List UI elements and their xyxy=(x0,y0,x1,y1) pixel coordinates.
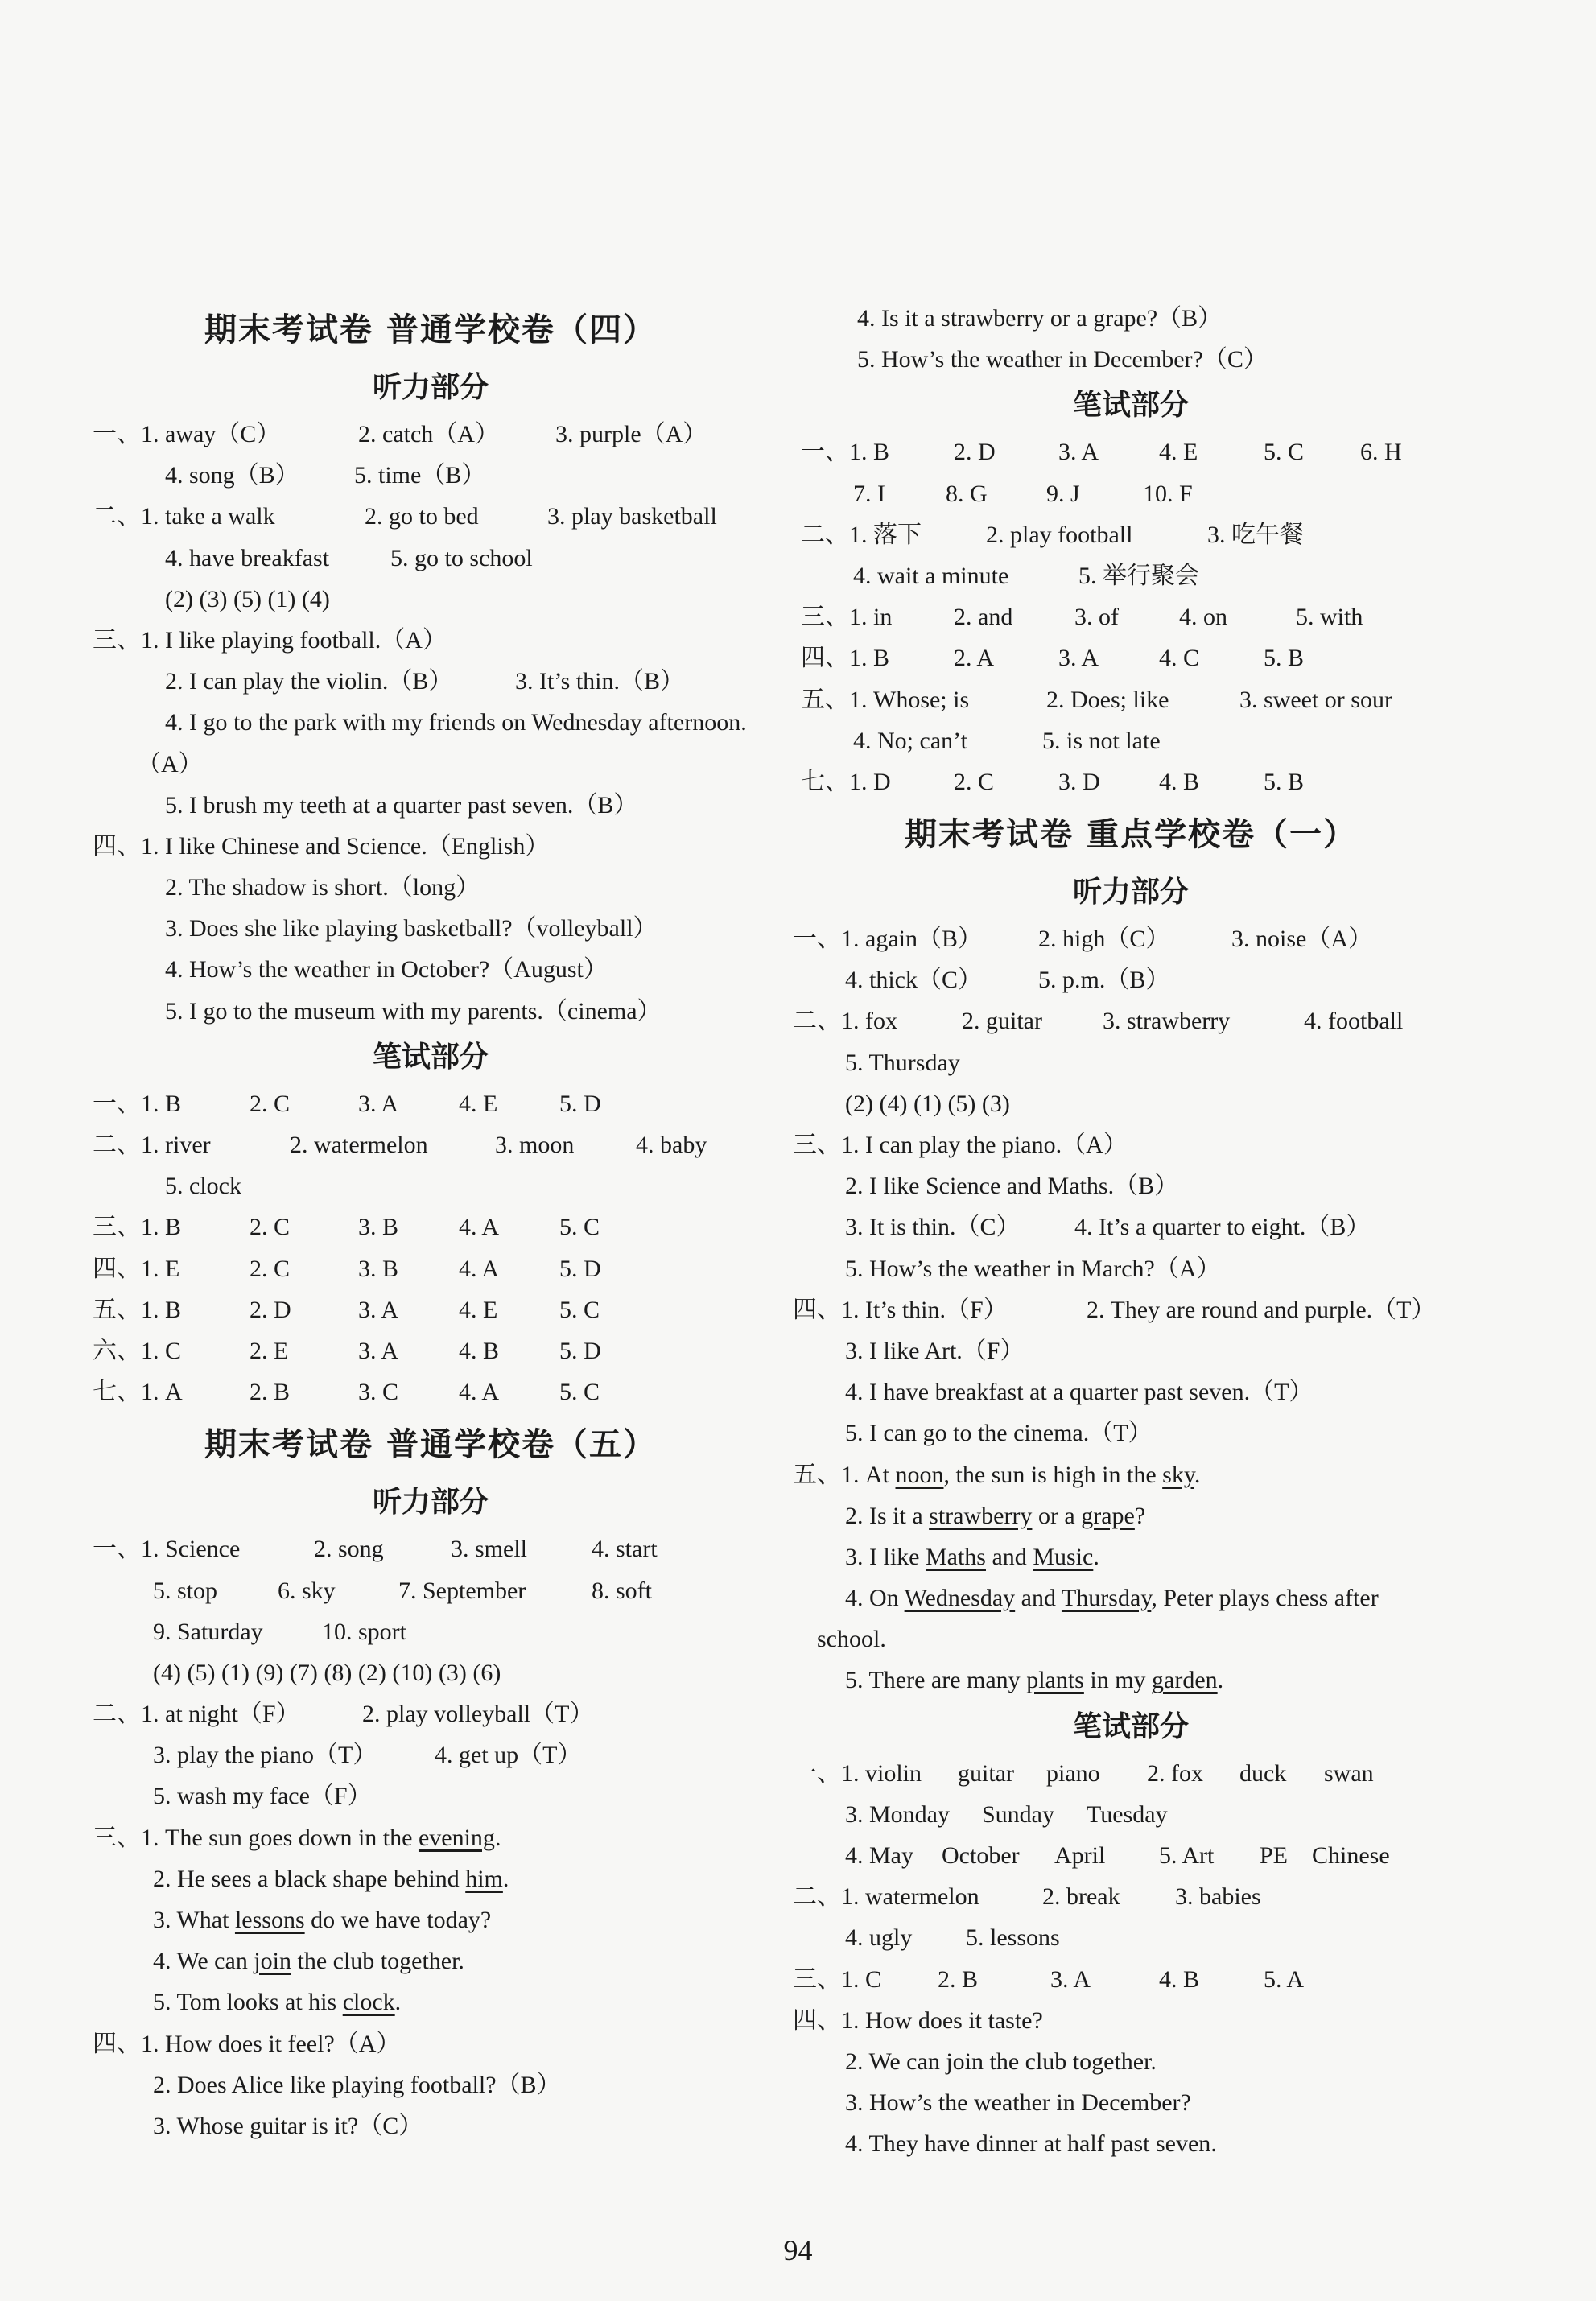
answer-item: 5. C xyxy=(559,1214,600,1241)
answer-item: 四、1. E xyxy=(93,1255,180,1282)
answer-item: 3. I like Art.（F） xyxy=(845,1337,1025,1364)
answer-item: 3. It’s thin.（B） xyxy=(515,668,685,695)
answer-item: 二、1. watermelon xyxy=(793,1883,979,1911)
answer-line xyxy=(93,1858,769,1899)
answer-item: 5. D xyxy=(559,1090,601,1117)
answer-line xyxy=(93,1528,769,1569)
answer-item: 5. time（B） xyxy=(354,462,486,489)
answer-line xyxy=(793,1959,1469,2000)
underlined-answer: grape xyxy=(1081,1502,1135,1529)
answer-item: 4. start xyxy=(592,1536,658,1563)
answer-item: 5. C xyxy=(1264,439,1305,466)
answer-item: 5. is not late xyxy=(1042,727,1161,754)
answer-item: 3. purple（A） xyxy=(555,421,707,447)
answer-item: school. xyxy=(817,1626,886,1653)
answer-item: 2. song xyxy=(314,1536,384,1563)
answer-line xyxy=(793,473,1469,514)
answer-item: 5. D xyxy=(559,1255,601,1282)
answer-item: 四、1. How does it taste? xyxy=(793,2006,1043,2034)
answer-line xyxy=(93,620,769,661)
answer-line xyxy=(793,2041,1469,2082)
answer-item: 3. A xyxy=(1050,1965,1091,1993)
answer-item: 10. F xyxy=(1143,480,1193,507)
answer-item: 4. wait a minute xyxy=(853,562,1009,589)
right-column xyxy=(793,298,1469,2165)
answer-item: 3. babies xyxy=(1175,1883,1261,1911)
answer-item: 4. I go to the park with my friends on Wednesday afternoon. xyxy=(165,709,747,736)
underlined-answer: Music xyxy=(1033,1543,1094,1570)
answer-line xyxy=(93,414,769,455)
underlined-answer: Maths xyxy=(925,1543,986,1570)
answer-item: 5. Art xyxy=(1159,1842,1215,1869)
answer-item: 三、1. B xyxy=(93,1214,182,1241)
answer-item: 一、1. away（C） xyxy=(93,421,281,447)
answer-item: 5. Tom looks at his clock. xyxy=(153,1989,402,2016)
answer-item: 3. I like Maths and Music. xyxy=(845,1543,1099,1570)
answer-item: 5. A xyxy=(1264,1965,1305,1993)
answer-line xyxy=(793,1289,1469,1330)
answer-item: 一、1. violin xyxy=(793,1759,922,1787)
answer-item: (2) (3) (5) (1) (4) xyxy=(165,585,330,612)
answer-item: 4. ugly xyxy=(845,1924,913,1952)
answer-item: 2. high（C） xyxy=(1038,926,1170,953)
answer-item: 5. go to school xyxy=(390,544,533,571)
answer-line xyxy=(93,1289,769,1330)
answer-item: 4. A xyxy=(459,1379,500,1406)
answer-line xyxy=(93,1734,769,1775)
answer-item: 4. No; can’t xyxy=(853,727,967,754)
answer-item: 3. A xyxy=(358,1296,399,1323)
answer-line xyxy=(793,1371,1469,1412)
underlined-answer: plants xyxy=(1026,1667,1084,1694)
answer-line xyxy=(93,991,769,1032)
answer-line xyxy=(93,538,769,579)
underlined-answer: him xyxy=(465,1865,503,1892)
answer-item: 5. with xyxy=(1296,604,1363,631)
answer-line xyxy=(93,1206,769,1247)
answer-line xyxy=(93,1693,769,1734)
answer-item: 四、1. How does it feel?（A） xyxy=(93,2030,401,2057)
answer-line xyxy=(793,761,1469,802)
answer-item: 5. B xyxy=(1264,645,1305,672)
answer-line xyxy=(93,2023,769,2064)
answer-item: 3. What lessons do we have today? xyxy=(153,1907,492,1933)
answer-item: 2. A xyxy=(954,645,995,672)
answer-item: 5. I can go to the cinema.（T） xyxy=(845,1420,1153,1447)
left-column xyxy=(93,298,769,2146)
part-heading: 听力部分 xyxy=(372,371,489,404)
answer-item: (2) (4) (1) (5) (3) xyxy=(845,1090,1010,1117)
answer-item: 2. They are round and purple.（T） xyxy=(1087,1296,1436,1323)
answer-line xyxy=(93,496,769,537)
answer-line xyxy=(793,720,1469,761)
answer-item: piano xyxy=(1046,1759,1100,1787)
answer-line xyxy=(793,1917,1469,1958)
underlined-answer: Wednesday xyxy=(904,1585,1016,1612)
answer-item: 4. I have breakfast at a quarter past seven.（T） xyxy=(845,1379,1314,1406)
answer-item: 3. Does she like playing basketball?（volleyball） xyxy=(165,915,658,942)
answer-line xyxy=(793,1660,1469,1701)
answer-item: 六、1. C xyxy=(93,1337,182,1364)
exam-section-title: 期末考试卷 普通学校卷（四） xyxy=(204,311,657,348)
part-heading: 听力部分 xyxy=(1072,876,1189,909)
answer-item: 四、1. It’s thin.（F） xyxy=(793,1296,1008,1323)
answer-item: 3. It is thin.（C） xyxy=(845,1214,1021,1241)
answer-line xyxy=(93,908,769,949)
answer-line xyxy=(793,514,1469,555)
answer-item: 七、1. D xyxy=(801,768,891,795)
answer-item: October xyxy=(942,1842,1020,1869)
answer-item: 5. C xyxy=(559,1379,600,1406)
answer-item: 4. get up（T） xyxy=(435,1742,582,1769)
answer-item: 2. E xyxy=(250,1337,289,1364)
answer-item: 五、1. Whose; is xyxy=(801,686,970,713)
answer-line xyxy=(93,455,769,496)
answer-item: 4. Is it a strawberry or a grape?（B） xyxy=(857,305,1223,332)
answer-item: 2. C xyxy=(250,1214,291,1241)
answer-item: 七、1. A xyxy=(93,1379,183,1406)
part-heading: 听力部分 xyxy=(372,1486,489,1520)
answer-item: 4. It’s a quarter to eight.（B） xyxy=(1074,1214,1371,1241)
answer-line xyxy=(93,1981,769,2023)
answer-item: swan xyxy=(1324,1759,1374,1787)
answer-item: 3. B xyxy=(358,1255,399,1282)
answer-item: 3. How’s the weather in December? xyxy=(845,2089,1191,2117)
answer-item: 4. E xyxy=(459,1296,498,1323)
answer-item: 五、1. B xyxy=(93,1296,182,1323)
answer-item: 3. A xyxy=(358,1090,399,1117)
underlined-answer: join xyxy=(254,1948,291,1975)
answer-item: 4. May xyxy=(845,1842,913,1869)
answer-item: 8. G xyxy=(946,480,988,507)
answer-item: 7. September xyxy=(398,1577,526,1604)
answer-line xyxy=(93,826,769,867)
answer-item: 2. I can play the violin.（B） xyxy=(165,668,453,695)
answer-item: 4. We can join the club together. xyxy=(153,1948,464,1975)
answer-line xyxy=(93,867,769,908)
answer-item: 5. There are many plants in my garden. xyxy=(845,1667,1224,1694)
answer-item: 4. E xyxy=(459,1090,498,1117)
answer-item: 4. C xyxy=(1159,645,1200,672)
answer-line xyxy=(93,785,769,826)
answer-line xyxy=(793,1495,1469,1536)
answer-item: 4. How’s the weather in October?（August） xyxy=(165,956,608,983)
answer-line xyxy=(793,679,1469,720)
answer-item: 三、1. I like playing football.（A） xyxy=(93,626,447,654)
answer-item: 三、1. I can play the piano.（A） xyxy=(793,1132,1128,1158)
answer-item: 6. sky xyxy=(278,1577,336,1604)
answer-item: 3. noise（A） xyxy=(1231,926,1372,953)
answer-line xyxy=(793,1083,1469,1124)
answer-line xyxy=(93,661,769,702)
answer-item: 2. catch（A） xyxy=(358,421,499,447)
answer-item: guitar xyxy=(958,1759,1014,1787)
answer-item: 2. D xyxy=(250,1296,291,1323)
underlined-answer: sky xyxy=(1162,1461,1194,1488)
answer-item: 三、1. The sun goes down in the evening. xyxy=(93,1824,501,1851)
answer-item: 4. song（B） xyxy=(165,462,299,489)
answer-item: 3. play the piano（T） xyxy=(153,1742,377,1769)
answer-line xyxy=(793,1577,1469,1619)
answer-item: 6. H xyxy=(1360,439,1402,466)
answer-item: 4. have breakfast xyxy=(165,544,330,571)
answer-item: 5. How’s the weather in March?（A） xyxy=(845,1255,1221,1282)
answer-item: 3. of xyxy=(1074,604,1119,631)
exam-section-title: 期末考试卷 重点学校卷（一） xyxy=(905,816,1357,854)
answer-item: 2. Is it a strawberry or a grape? xyxy=(845,1502,1146,1529)
answer-line xyxy=(793,298,1469,339)
answer-line xyxy=(793,1165,1469,1206)
answer-item: 二、1. 落下 xyxy=(801,521,922,548)
part-heading: 笔试部分 xyxy=(1072,389,1189,423)
answer-item: 4. on xyxy=(1179,604,1227,631)
answer-item: 4. thick（C） xyxy=(845,967,982,994)
answer-line xyxy=(93,579,769,620)
answer-line xyxy=(793,1000,1469,1041)
answer-item: 5. wash my face（F） xyxy=(153,1783,372,1810)
answer-line xyxy=(793,637,1469,678)
answer-item: 2. guitar xyxy=(962,1008,1042,1035)
answer-item: 5. C xyxy=(559,1296,600,1323)
answer-line xyxy=(793,596,1469,637)
answer-item: 5. p.m.（B） xyxy=(1038,967,1170,994)
answer-item: 5. 举行聚会 xyxy=(1078,562,1199,589)
answer-item: 4. E xyxy=(1159,439,1198,466)
underlined-answer: garden xyxy=(1152,1667,1218,1694)
answer-line xyxy=(793,1794,1469,1835)
answer-line xyxy=(93,1248,769,1289)
answer-item: 5. stop xyxy=(153,1577,218,1604)
answer-item: 2. Does; like xyxy=(1046,686,1169,713)
answer-item: 2. He sees a black shape behind him. xyxy=(153,1865,509,1892)
answer-line xyxy=(93,1775,769,1816)
answer-item: 3. B xyxy=(358,1214,399,1241)
answer-item: 2. Does Alice like playing football?（B） xyxy=(153,2071,561,2098)
answer-item: 4. On Wednesday and Thursday, Peter plays chess after xyxy=(845,1585,1379,1612)
answer-item: 2. break xyxy=(1042,1883,1120,1911)
answer-item: 5. I go to the museum with my parents.（cinema） xyxy=(165,997,662,1025)
answer-item: 4. baby xyxy=(636,1132,707,1158)
answer-line xyxy=(793,1206,1469,1247)
answer-item: 2. The shadow is short.（long） xyxy=(165,874,480,901)
answer-line xyxy=(93,744,769,785)
answer-line xyxy=(93,1124,769,1165)
answer-item: April xyxy=(1054,1842,1106,1869)
answer-item: 4. They have dinner at half past seven. xyxy=(845,2130,1217,2158)
answer-line xyxy=(793,959,1469,1000)
answer-item: 3. A xyxy=(1058,439,1099,466)
answer-item: 3. A xyxy=(358,1337,399,1364)
answer-line xyxy=(93,1940,769,1981)
answer-item: 5. clock xyxy=(165,1173,241,1200)
answer-item: PE xyxy=(1260,1842,1289,1869)
answer-item: 2. B xyxy=(250,1379,291,1406)
answer-item: 3. smell xyxy=(451,1536,527,1563)
answer-item: 5. D xyxy=(559,1337,601,1364)
underlined-answer: evening xyxy=(418,1824,495,1851)
part-heading: 笔试部分 xyxy=(1072,1709,1189,1743)
answer-line xyxy=(793,918,1469,959)
answer-line xyxy=(793,431,1469,472)
answer-line xyxy=(793,1536,1469,1577)
answer-item: 二、1. fox xyxy=(793,1008,897,1035)
answer-line xyxy=(793,2082,1469,2123)
answer-line xyxy=(93,1165,769,1206)
answer-item: 7. I xyxy=(853,480,885,507)
answer-item: 2. D xyxy=(954,439,996,466)
answer-item: 4. A xyxy=(459,1255,500,1282)
page-number: 94 xyxy=(783,2234,813,2266)
underlined-answer: Thursday xyxy=(1061,1585,1152,1612)
answer-item: 2. We can join the club together. xyxy=(845,2047,1157,2075)
answer-item: 3. play basketball xyxy=(547,503,717,530)
answer-line xyxy=(793,1412,1469,1454)
answer-item: 3. Whose guitar is it?（C） xyxy=(153,2112,423,2139)
answer-item: 2. play volleyball（T） xyxy=(362,1701,594,1728)
answer-item: 2. watermelon xyxy=(290,1132,428,1158)
answer-line xyxy=(793,2000,1469,2041)
answer-line xyxy=(93,1899,769,1940)
answer-item: （A） xyxy=(137,750,203,777)
answer-item: 2. C xyxy=(250,1255,291,1282)
answer-item: 3. Monday xyxy=(845,1800,950,1828)
answer-item: 四、1. B xyxy=(801,645,890,672)
answer-line xyxy=(793,1248,1469,1289)
underlined-answer: noon xyxy=(895,1461,944,1488)
answer-item: 10. sport xyxy=(322,1618,406,1645)
answer-item: 2. go to bed xyxy=(365,503,479,530)
answer-item: 一、1. B xyxy=(93,1090,182,1117)
answer-item: 3. strawberry xyxy=(1103,1008,1231,1035)
answer-item: 三、1. in xyxy=(801,604,893,631)
answer-item: 3. C xyxy=(358,1379,399,1406)
answer-item: 4. football xyxy=(1304,1008,1404,1035)
answer-line xyxy=(93,1083,769,1124)
answer-item: 5. How’s the weather in December?（C） xyxy=(857,346,1268,373)
answer-item: 五、1. At noon, the sun is high in the sky. xyxy=(793,1461,1201,1488)
underlined-answer: clock xyxy=(342,1989,395,2016)
answer-item: 4. B xyxy=(1159,768,1200,795)
answer-line xyxy=(93,949,769,990)
answer-item: 4. B xyxy=(459,1337,500,1364)
answer-item: Sunday xyxy=(982,1800,1054,1828)
answer-line xyxy=(93,1570,769,1611)
answer-line xyxy=(93,1611,769,1652)
answer-item: 2. C xyxy=(250,1090,291,1117)
answer-item: 5. lessons xyxy=(966,1924,1060,1952)
answer-line xyxy=(93,1371,769,1412)
answer-item: 四、1. I like Chinese and Science.（English） xyxy=(93,832,550,860)
answer-line xyxy=(793,1876,1469,1917)
answer-item: 二、1. at night（F） xyxy=(93,1701,300,1728)
answer-item: 9. Saturday xyxy=(153,1618,263,1645)
answer-item: 3. D xyxy=(1058,768,1100,795)
answer-item: 2. and xyxy=(954,604,1013,631)
answer-item: 三、1. C xyxy=(793,1965,882,1993)
answer-line xyxy=(93,2064,769,2105)
answer-item: 一、1. Science xyxy=(93,1536,241,1563)
answer-item: 3. 吃午餐 xyxy=(1207,521,1304,548)
answer-line xyxy=(793,555,1469,596)
answer-item: 5. I brush my teeth at a quarter past seven.（B） xyxy=(165,791,638,819)
answer-item: 一、1. again（B） xyxy=(793,926,982,953)
answer-item: 8. soft xyxy=(592,1577,652,1604)
exam-section-title: 期末考试卷 普通学校卷（五） xyxy=(204,1426,657,1464)
answer-item: 一、1. B xyxy=(801,439,890,466)
answer-line xyxy=(793,1042,1469,1083)
answer-item: Chinese xyxy=(1312,1842,1390,1869)
answer-line xyxy=(793,2123,1469,2164)
answer-item: duck xyxy=(1239,1759,1287,1787)
answer-line xyxy=(793,1619,1469,1660)
answer-item: 4. A xyxy=(459,1214,500,1241)
answer-line xyxy=(93,1817,769,1858)
answer-item: 二、1. river xyxy=(93,1132,211,1158)
answer-line xyxy=(93,2105,769,2146)
answer-item: Tuesday xyxy=(1087,1800,1168,1828)
answer-line xyxy=(793,1835,1469,1876)
answer-line xyxy=(93,1652,769,1693)
answer-item: 5. Thursday xyxy=(845,1049,960,1076)
answer-line xyxy=(793,1124,1469,1165)
part-heading: 笔试部分 xyxy=(372,1040,489,1074)
answer-line xyxy=(793,1454,1469,1495)
answer-line xyxy=(793,339,1469,380)
answer-line xyxy=(93,702,769,743)
answer-item: 2. fox xyxy=(1147,1759,1203,1787)
answer-line xyxy=(793,1753,1469,1794)
underlined-answer: lessons xyxy=(234,1907,305,1933)
answer-item: 2. I like Science and Maths.（B） xyxy=(845,1173,1179,1200)
answer-item: 5. B xyxy=(1264,768,1305,795)
answer-item: 9. J xyxy=(1046,480,1080,507)
answer-item: 2. play football xyxy=(986,521,1133,548)
answer-line xyxy=(793,1330,1469,1371)
answer-item: 2. B xyxy=(938,1965,979,1993)
answer-item: 二、1. take a walk xyxy=(93,503,275,530)
answer-line xyxy=(93,1330,769,1371)
answer-item: 3. sweet or sour xyxy=(1239,686,1392,713)
answer-item: 3. moon xyxy=(495,1132,575,1158)
answer-item: 4. B xyxy=(1159,1965,1200,1993)
answer-item: 3. A xyxy=(1058,645,1099,672)
answer-item: (4) (5) (1) (9) (7) (8) (2) (10) (3) (6) xyxy=(153,1659,501,1686)
answer-item: 2. C xyxy=(954,768,995,795)
underlined-answer: strawberry xyxy=(929,1502,1033,1529)
